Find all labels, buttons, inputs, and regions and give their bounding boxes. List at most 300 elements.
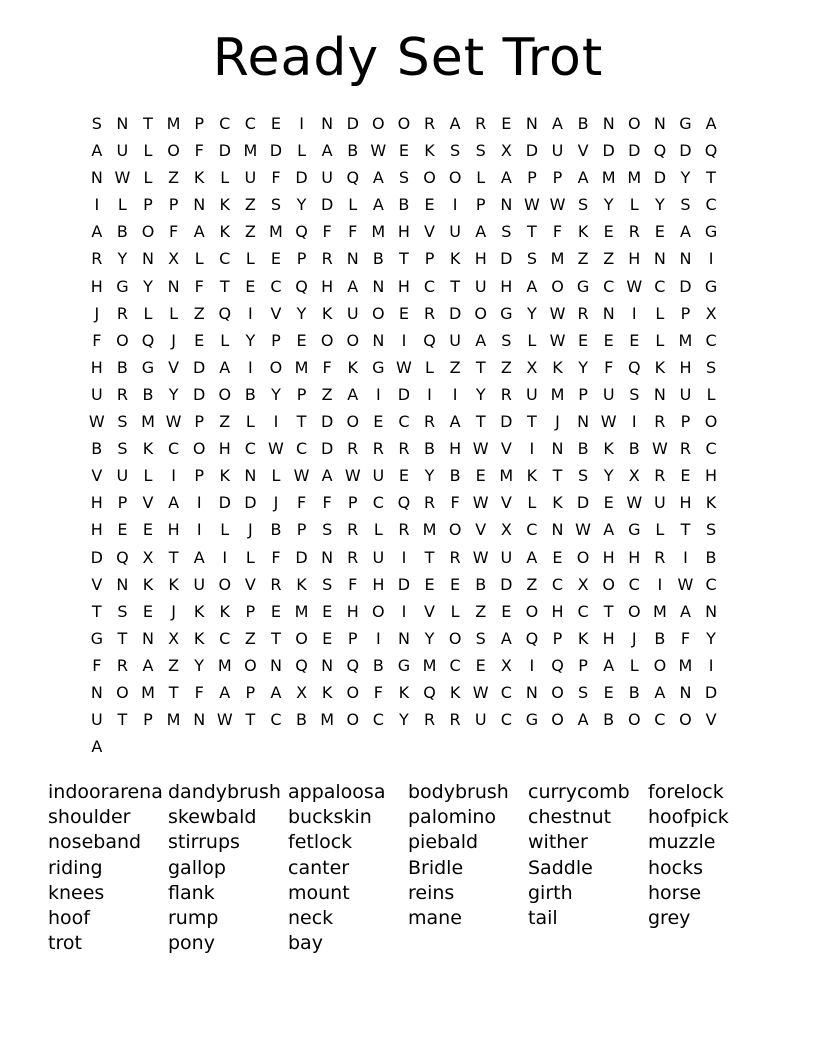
grid-letter: Y: [296, 195, 307, 215]
word-list-item: wither: [528, 831, 588, 854]
word-list-item: dandybrush: [168, 781, 281, 803]
grid-letter: E: [142, 601, 154, 621]
word-list-item: pony: [168, 932, 215, 955]
grid-letter: L: [476, 168, 486, 188]
grid-letter: R: [398, 520, 410, 540]
grid-letter: C: [295, 439, 308, 459]
grid-letter: N: [705, 601, 718, 621]
grid-letter: Y: [654, 195, 665, 215]
grid-letter: F: [194, 276, 204, 296]
grid-letter: F: [296, 493, 307, 513]
grid-letter: Q: [218, 303, 232, 323]
grid-letter: K: [219, 601, 231, 621]
grid-letter: K: [705, 493, 717, 513]
grid-letter: T: [143, 114, 153, 133]
grid-letter: P: [424, 249, 435, 269]
grid-letter: H: [397, 276, 410, 296]
grid-letter: P: [296, 520, 307, 540]
grid-letter: C: [244, 439, 256, 459]
grid-letter: E: [578, 330, 589, 350]
grid-letter: J: [94, 303, 100, 323]
grid-letter: G: [679, 114, 692, 133]
grid-letter: P: [194, 466, 204, 486]
grid-letter: I: [299, 114, 304, 133]
grid-letter: F: [373, 682, 383, 702]
grid-letter: T: [475, 412, 486, 432]
grid-letter: W: [523, 195, 540, 215]
grid-letter: G: [397, 655, 411, 675]
grid-letter: R: [449, 710, 461, 730]
grid-letter: H: [321, 276, 334, 296]
grid-letter: Q: [423, 682, 436, 702]
grid-letter: N: [321, 655, 334, 675]
grid-letter: B: [372, 655, 384, 675]
grid-letter: U: [346, 303, 359, 323]
grid-letter: B: [654, 628, 666, 648]
grid-letter: E: [424, 195, 435, 215]
grid-letter: A: [603, 655, 615, 675]
grid-letter: Y: [296, 303, 307, 323]
grid-letter: P: [296, 249, 307, 269]
grid-letter: M: [217, 655, 232, 675]
grid-letter: A: [500, 628, 512, 648]
word-list-item: flank: [168, 881, 215, 904]
grid-letter: X: [296, 682, 308, 702]
grid-letter: T: [117, 628, 128, 648]
grid-letter: P: [194, 114, 204, 133]
word-list-item: grey: [648, 906, 691, 929]
grid-letter: A: [679, 222, 691, 242]
grid-letter: E: [142, 520, 154, 540]
grid-letter: M: [320, 710, 335, 730]
grid-letter: I: [452, 384, 458, 404]
grid-letter: I: [708, 249, 714, 269]
grid-letter: T: [706, 168, 716, 188]
grid-letter: N: [525, 114, 538, 133]
grid-letter: G: [372, 357, 385, 377]
grid-letter: H: [551, 601, 564, 621]
grid-letter: P: [143, 710, 153, 730]
grid-letter: V: [270, 303, 282, 323]
grid-letter: B: [91, 439, 103, 459]
grid-letter: J: [171, 601, 176, 621]
grid-letter: C: [500, 682, 512, 702]
grid-letter: E: [373, 412, 384, 432]
grid-letter: O: [551, 276, 564, 296]
grid-letter: E: [680, 466, 691, 486]
grid-letter: O: [372, 601, 385, 621]
grid-letter: E: [398, 303, 409, 323]
grid-letter: U: [500, 547, 513, 567]
grid-letter: I: [171, 466, 176, 486]
grid-letter: H: [474, 249, 487, 269]
page-title: Ready Set Trot: [212, 28, 604, 88]
grid-letter: X: [628, 466, 640, 486]
grid-letter: L: [373, 520, 383, 540]
grid-letter: A: [475, 222, 487, 242]
grid-letter: X: [168, 249, 180, 269]
grid-letter: G: [141, 357, 155, 377]
grid-letter: P: [168, 195, 179, 215]
grid-letter: R: [500, 384, 512, 404]
grid-letter: N: [602, 303, 615, 323]
grid-letter: T: [603, 601, 614, 621]
grid-letter: R: [679, 439, 692, 459]
grid-letter: D: [320, 195, 334, 215]
grid-letter: I: [196, 493, 202, 513]
grid-letter: W: [370, 141, 387, 161]
grid-letter: P: [680, 303, 691, 323]
grid-letter: Z: [168, 168, 180, 188]
grid-letter: P: [143, 195, 153, 215]
grid-letter: O: [116, 682, 129, 702]
grid-letter: T: [271, 628, 281, 648]
grid-letter: R: [475, 114, 487, 133]
grid-letter: N: [193, 710, 206, 730]
grid-letter: R: [270, 574, 282, 594]
word-list-item: canter: [288, 856, 350, 879]
grid-letter: N: [321, 547, 334, 567]
grid-letter: K: [142, 439, 154, 459]
grid-letter: H: [346, 601, 359, 621]
grid-letter: R: [423, 114, 436, 133]
grid-letter: S: [475, 141, 486, 161]
word-list-item: horse: [648, 881, 702, 904]
grid-letter: D: [295, 168, 308, 188]
grid-letter: M: [550, 384, 565, 404]
grid-letter: U: [474, 710, 487, 730]
grid-letter: K: [193, 168, 205, 188]
grid-letter: E: [296, 330, 307, 350]
grid-letter: R: [423, 412, 436, 432]
grid-letter: U: [90, 710, 103, 730]
grid-letter: C: [398, 412, 410, 432]
grid-letter: C: [449, 655, 461, 675]
word-list-item: hocks: [648, 856, 704, 879]
grid-letter: S: [270, 195, 282, 215]
grid-letter: E: [424, 574, 435, 594]
word-list-item: mount: [288, 881, 350, 904]
grid-letter: U: [116, 141, 129, 161]
grid-letter: E: [322, 601, 333, 621]
grid-letter: X: [500, 141, 512, 161]
grid-letter: E: [270, 601, 281, 621]
grid-letter: Z: [244, 628, 256, 648]
grid-letter: Z: [168, 655, 180, 675]
grid-letter: N: [372, 276, 385, 296]
grid-letter: C: [628, 574, 640, 594]
grid-letter: S: [117, 601, 128, 621]
grid-letter: A: [552, 114, 563, 133]
grid-letter: N: [116, 574, 129, 594]
grid-letter: I: [222, 547, 228, 567]
grid-letter: X: [705, 303, 717, 323]
grid-letter: C: [219, 628, 231, 648]
grid-letter: H: [167, 520, 180, 540]
grid-letter: O: [397, 114, 411, 133]
grid-letter: H: [679, 493, 692, 513]
grid-letter: S: [91, 114, 102, 133]
grid-letter: A: [577, 710, 589, 730]
word-list-item: Saddle: [528, 856, 593, 879]
grid-letter: H: [218, 439, 231, 459]
grid-letter: V: [500, 439, 512, 459]
grid-letter: U: [193, 574, 206, 594]
grid-letter: F: [450, 493, 460, 513]
grid-letter: H: [500, 276, 513, 296]
grid-letter: A: [475, 330, 487, 350]
grid-letter: Y: [475, 384, 486, 404]
grid-letter: L: [527, 493, 537, 513]
grid-letter: O: [551, 682, 564, 702]
word-list-item: buckskin: [288, 806, 372, 829]
grid-letter: O: [525, 601, 539, 621]
grid-letter: N: [90, 168, 103, 188]
grid-letter: B: [577, 439, 589, 459]
grid-letter: H: [90, 493, 103, 513]
word-list-item: hoof: [48, 906, 90, 929]
grid-letter: G: [116, 276, 129, 296]
grid-letter: P: [245, 682, 256, 702]
grid-letter: H: [602, 628, 615, 648]
grid-letter: E: [603, 682, 614, 702]
grid-letter: L: [425, 357, 434, 377]
grid-letter: W: [626, 493, 643, 513]
grid-letter: O: [141, 222, 155, 242]
grid-letter: U: [90, 384, 103, 404]
grid-letter: Q: [704, 141, 718, 161]
grid-letter: E: [475, 655, 486, 675]
word-list-item: appaloosa: [288, 781, 386, 803]
grid-letter: Y: [603, 195, 614, 215]
grid-letter: A: [705, 114, 717, 133]
grid-letter: L: [655, 520, 665, 540]
grid-letter: S: [578, 195, 589, 215]
grid-letter: W: [472, 547, 489, 567]
grid-letter: M: [371, 222, 386, 242]
grid-letter: O: [474, 303, 487, 323]
grid-letter: C: [372, 710, 384, 730]
grid-letter: A: [679, 601, 691, 621]
grid-letter: O: [704, 412, 718, 432]
grid-letter: O: [576, 547, 590, 567]
letter-grid: [84, 110, 724, 760]
grid-letter: T: [552, 466, 563, 486]
grid-letter: U: [449, 222, 461, 242]
grid-letter: P: [117, 493, 128, 513]
grid-letter: N: [193, 195, 206, 215]
word-list-item: palomino: [408, 806, 497, 829]
grid-letter: K: [321, 303, 333, 323]
grid-letter: D: [244, 493, 257, 513]
grid-letter: I: [196, 520, 202, 540]
grid-letter: Y: [143, 276, 153, 296]
grid-letter: T: [117, 710, 128, 730]
grid-letter: Q: [141, 330, 155, 350]
grid-letter: R: [654, 547, 666, 567]
grid-letter: U: [244, 168, 257, 188]
grid-letter: Y: [194, 655, 205, 675]
grid-letter: K: [219, 466, 231, 486]
grid-letter: C: [167, 439, 180, 459]
grid-letter: S: [705, 357, 717, 377]
grid-letter: R: [116, 303, 128, 323]
word-list-item: knees: [48, 881, 105, 904]
grid-letter: A: [321, 466, 333, 486]
grid-letter: F: [168, 222, 179, 242]
grid-letter: I: [708, 655, 714, 675]
grid-letter: O: [218, 384, 232, 404]
grid-letter: B: [628, 682, 640, 702]
grid-letter: Z: [500, 357, 512, 377]
grid-letter: L: [143, 168, 153, 188]
grid-letter: C: [654, 276, 666, 296]
grid-letter: L: [220, 168, 230, 188]
grid-letter: W: [575, 520, 591, 540]
grid-letter: K: [398, 682, 410, 702]
grid-letter: M: [652, 601, 667, 621]
grid-letter: S: [629, 384, 640, 404]
grid-letter: N: [653, 384, 666, 404]
grid-letter: N: [116, 114, 129, 133]
grid-letter: U: [654, 493, 666, 513]
grid-letter: C: [705, 439, 717, 459]
grid-letter: U: [116, 466, 129, 486]
grid-letter: C: [270, 276, 282, 296]
grid-letter: A: [372, 195, 384, 215]
grid-letter: P: [527, 168, 537, 188]
grid-letter: K: [193, 601, 205, 621]
grid-letter: K: [449, 682, 461, 702]
grid-letter: Z: [603, 249, 615, 269]
grid-letter: A: [526, 547, 538, 567]
grid-letter: N: [167, 276, 180, 296]
grid-letter: Y: [424, 628, 435, 648]
grid-letter: M: [601, 168, 616, 188]
grid-letter: Q: [653, 141, 667, 161]
grid-letter: I: [529, 439, 535, 459]
grid-letter: B: [296, 710, 308, 730]
grid-letter: I: [248, 303, 253, 323]
grid-letter: F: [271, 168, 281, 188]
grid-letter: F: [271, 547, 281, 567]
grid-letter: F: [194, 141, 204, 161]
grid-letter: A: [219, 357, 231, 377]
grid-letter: L: [220, 520, 230, 540]
grid-letter: M: [141, 412, 155, 432]
grid-letter: D: [397, 384, 411, 404]
grid-letter: S: [501, 222, 512, 242]
grid-letter: A: [603, 520, 615, 540]
grid-letter: W: [677, 574, 694, 594]
grid-letter: O: [244, 655, 257, 675]
grid-letter: K: [193, 628, 205, 648]
word-list-item: Bridle: [408, 856, 464, 879]
grid-letter: C: [219, 114, 231, 133]
word-list-item: skewbald: [168, 806, 257, 829]
grid-letter: O: [346, 682, 360, 702]
grid-letter: P: [194, 412, 204, 432]
grid-letter: D: [628, 141, 641, 161]
grid-letter: M: [499, 466, 514, 486]
grid-letter: H: [705, 466, 718, 486]
word-list-item: indoorarena: [48, 781, 163, 803]
grid-letter: D: [679, 141, 692, 161]
grid-letter: Q: [525, 628, 539, 648]
grid-letter: D: [500, 574, 513, 594]
grid-letter: I: [427, 384, 432, 404]
grid-letter: U: [372, 466, 385, 486]
word-list-item: bay: [288, 932, 323, 955]
grid-letter: K: [552, 493, 563, 513]
word-list: [48, 780, 768, 956]
grid-letter: K: [577, 628, 589, 648]
grid-letter: K: [654, 357, 666, 377]
grid-letter: A: [91, 141, 103, 161]
grid-letter: M: [678, 655, 693, 675]
grid-letter: D: [193, 384, 206, 404]
grid-letter: D: [525, 141, 539, 161]
grid-letter: S: [450, 141, 461, 161]
grid-letter: K: [142, 574, 154, 594]
grid-letter: E: [270, 114, 281, 133]
grid-letter: N: [142, 628, 154, 648]
grid-letter: S: [398, 168, 409, 188]
grid-letter: M: [269, 222, 283, 242]
grid-letter: C: [219, 249, 231, 269]
grid-letter: F: [92, 655, 102, 675]
grid-letter: O: [346, 412, 360, 432]
word-list-item: girth: [528, 881, 573, 904]
grid-letter: N: [679, 249, 692, 269]
grid-letter: O: [320, 330, 334, 350]
grid-letter: U: [474, 276, 487, 296]
grid-letter: V: [577, 141, 589, 161]
grid-letter: I: [657, 574, 663, 594]
grid-letter: W: [549, 330, 566, 350]
grid-letter: F: [92, 330, 102, 350]
grid-letter: A: [526, 276, 538, 296]
grid-letter: Y: [399, 710, 409, 730]
grid-letter: S: [117, 439, 128, 459]
grid-letter: R: [577, 303, 589, 323]
word-list-item: tail: [528, 906, 558, 929]
grid-letter: W: [293, 466, 310, 486]
grid-letter: W: [651, 439, 668, 459]
grid-letter: A: [449, 412, 461, 432]
grid-letter: C: [500, 710, 512, 730]
grid-letter: X: [526, 357, 538, 377]
grid-letter: I: [94, 195, 100, 215]
word-list-item: bodybrush: [408, 781, 509, 803]
grid-letter: B: [705, 547, 717, 567]
grid-letter: J: [171, 330, 176, 350]
word-list-item: riding: [48, 856, 103, 879]
grid-letter: T: [680, 520, 691, 540]
grid-letter: O: [116, 330, 129, 350]
grid-letter: S: [475, 628, 486, 648]
grid-letter: R: [347, 439, 359, 459]
word-list-item: shoulder: [48, 806, 131, 829]
grid-letter: G: [704, 276, 718, 296]
grid-letter: E: [117, 520, 128, 540]
word-list-item: chestnut: [528, 806, 612, 829]
word-list-item: muzzle: [648, 831, 716, 854]
grid-letter: B: [475, 574, 487, 594]
grid-letter: N: [577, 412, 590, 432]
grid-letter: V: [91, 574, 103, 594]
grid-letter: S: [501, 330, 512, 350]
